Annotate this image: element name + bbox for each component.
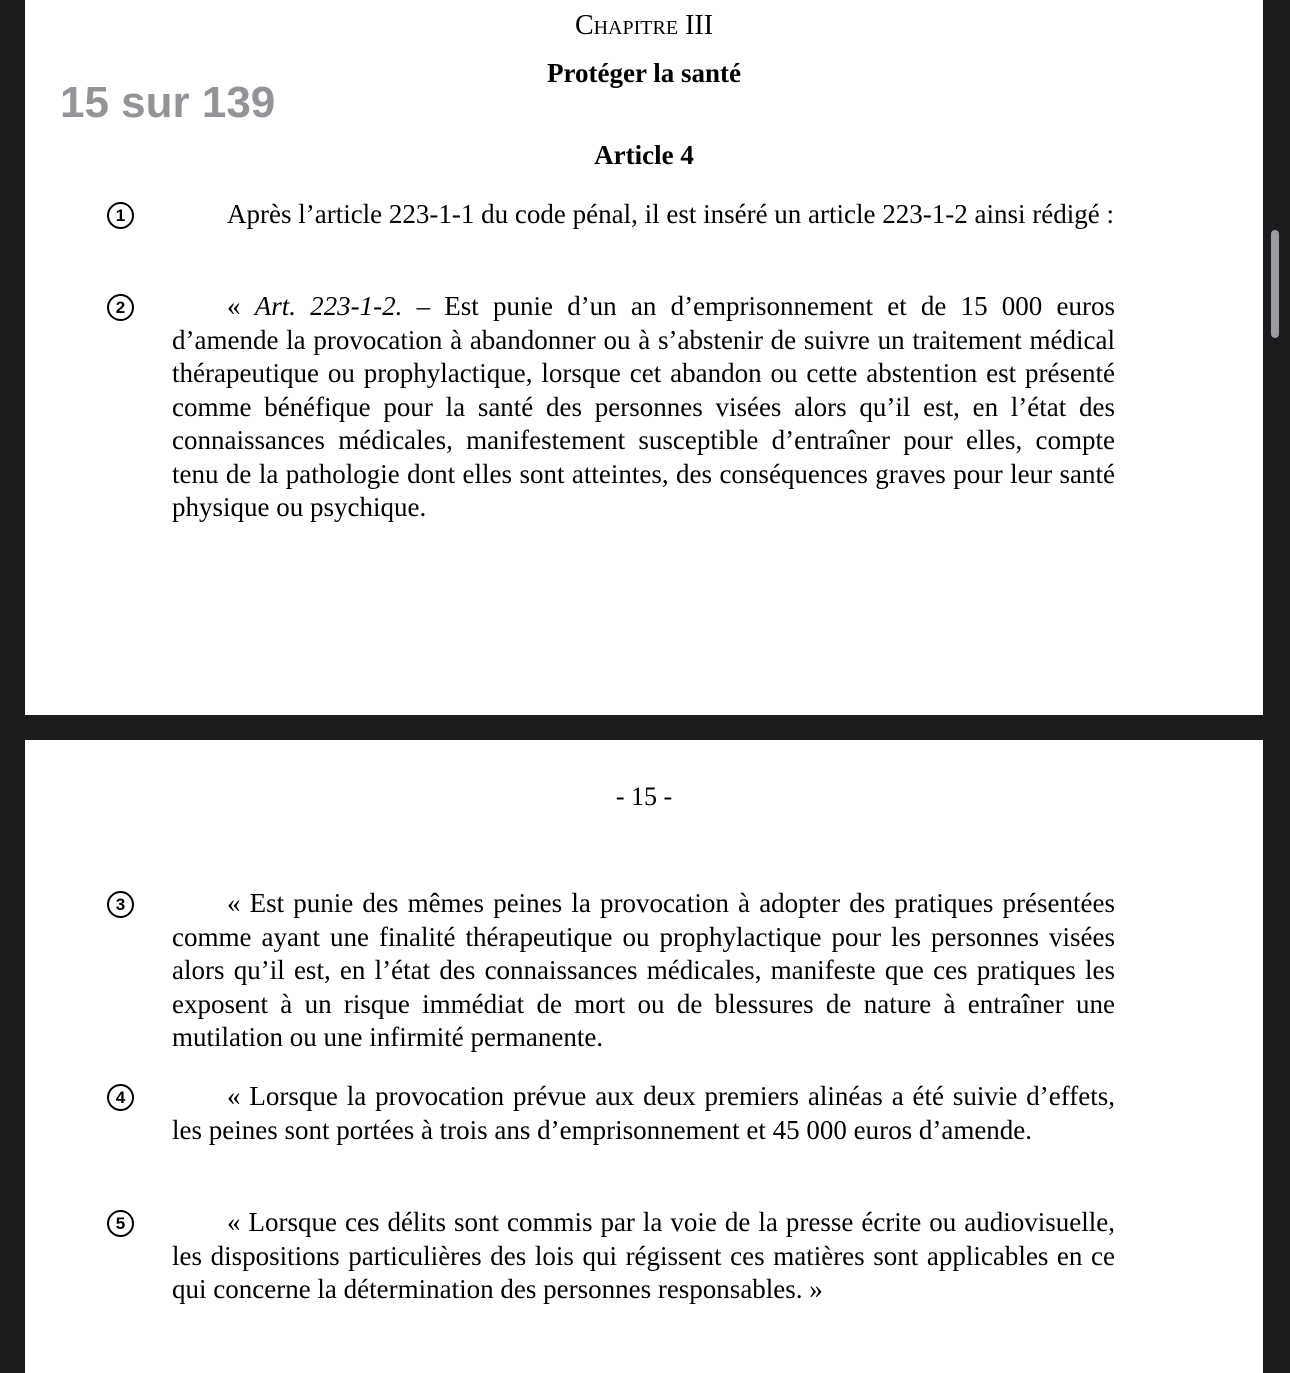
alinea-number-4: 4: [107, 1084, 134, 1111]
document-page-bottom: [25, 740, 1263, 1373]
alinea-number-2: 2: [107, 294, 134, 321]
quote-open: «: [227, 291, 255, 321]
chapter-word: Chapitre: [574, 10, 679, 41]
alinea-text-3: « Est punie des mêmes peines la provocation à adopter des pratiques présentées comme ayant une finalité thérapeutique ou prophylactique pour les personnes visées alors qu’il est, en l’état des connaissances médicales, manifeste que ces pratiques les exposent à un risque immédiat de mort ou de blessures de nature à entraîner une mutilation ou une infirmité permanente.: [172, 888, 1115, 1052]
alinea-text-4: « Lorsque la provocation prévue aux deux premiers alinéas a été suivie d’effets, les peines sont portées à trois ans d’emprisonnement et 45 000 euros d’amende.: [172, 1081, 1115, 1145]
page-number: - 15 -: [615, 782, 673, 811]
article-reference: Art. 223-1-2.: [254, 291, 403, 321]
article-title: Article 4: [594, 140, 694, 170]
alinea-number-1: 1: [107, 202, 134, 229]
alinea-text-1: Après l’article 223-1-1 du code pénal, il est inséré un article 223-1-2 ainsi rédigé :: [227, 199, 1114, 229]
chapter-title: Protéger la santé: [547, 58, 741, 88]
alinea-3: [115, 887, 1115, 1055]
alinea-number-3: 3: [107, 891, 134, 918]
alinea-text-2-body: – Est punie d’un an d’emprisonnement et de 15 000 euros d’amende la provocation à abandonner ou à s’abstenir de suivre un traitement médical thérapeutique ou prophylactique, lorsque cet abandon ou cette abstention est présenté comme bénéfique pour la santé des personnes visées alors qu’il est, en l’état des connaissances médicales, manifestement susceptible d’entraîner pour elles, compte tenu de la pathologie dont elles sont atteintes, des conséquences graves pour leur santé physique ou psychique.: [172, 291, 1115, 522]
vertical-scrollbar[interactable]: [1271, 230, 1279, 338]
alinea-1: [115, 198, 1115, 232]
alinea-4: [115, 1080, 1115, 1147]
page-counter-overlay: 15 sur 139: [60, 78, 276, 127]
alinea-text-2: [172, 290, 1115, 525]
chapter-number: III: [685, 10, 714, 41]
alinea-number-5: 5: [107, 1210, 134, 1237]
alinea-text-5: « Lorsque ces délits sont commis par la voie de la presse écrite ou audiovisuelle, les dispositions particulières des lois qui régissent ces matières sont applicables en ce qui concerne la détermination des personnes responsables. »: [172, 1207, 1115, 1304]
alinea-5: [115, 1206, 1115, 1307]
alinea-2: [115, 290, 1115, 525]
chapter-heading: [25, 10, 1263, 42]
